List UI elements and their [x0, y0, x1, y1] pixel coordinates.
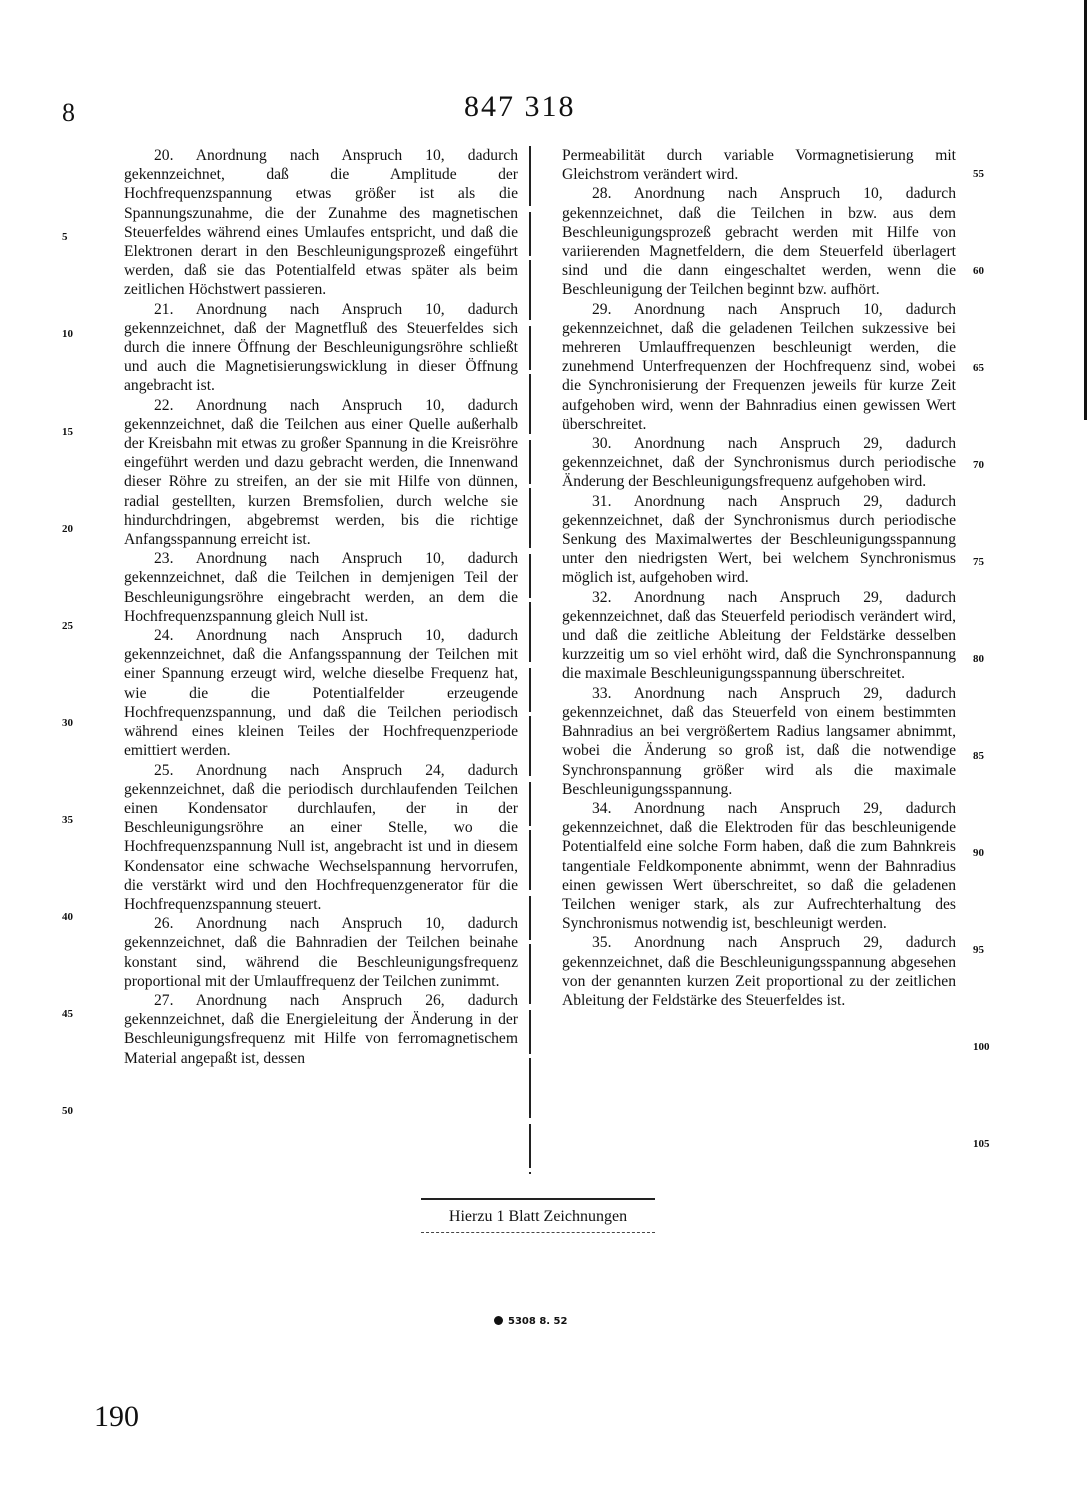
patent-number: 847 318 — [464, 90, 576, 123]
claim-27: 27. Anordnung nach Anspruch 26, dadurch gekennzeichnet, daß die Energieleitung der Änderung in der Beschleunigungsfrequenz mit Hilfe von ferromagnetischem Material angepaßt ist, dessen — [124, 991, 518, 1067]
claim-29: 29. Anordnung nach Anspruch 10, dadurch gekennzeichnet, daß die geladenen Teilchen sukzessive bei mehreren Umlauffrequenzen beschleunigt werden, die zunehmend Unterfrequenzen der Hochfrequenz sind, wobei die Synchronisierung der Frequenzen jeweils für kurze Zeit aufgehoben wird, wenn der Bahnradius einen gewissen Wert überschreitet. — [562, 300, 956, 433]
line-number: 25 — [62, 620, 73, 632]
scan-edge-line — [1084, 0, 1087, 420]
line-number: 20 — [62, 523, 73, 535]
line-number: 45 — [62, 1008, 73, 1020]
line-number: 55 — [973, 168, 984, 180]
claim-24: 24. Anordnung nach Anspruch 10, dadurch gekennzeichnet, daß die Anfangsspannung der Teilchen mit einer Spannung erzeugt wird, welche dieselbe Frequenz hat, wie die die Potentialfelder erzeugende Hochfrequenzspannung, und daß die Teilchen periodisch während eines kleinen Teiles der Hochfrequenzperiode emittiert werden. — [124, 627, 518, 760]
claim-34: 34. Anordnung nach Anspruch 29, dadurch gekennzeichnet, daß die Elektroden für das beschleunigende Potentialfeld eine solche Form haben, daß die zum Bahnkreis tangentiale Feldkomponente abnimmt, wenn der Bahnradius einen gewissen Wert überschreitet, so daß die geladenen Teilchen weniger stark, als zur Aufrechterhaltung des Synchronismus notwendig ist, beschleunigt werden. — [562, 799, 956, 933]
claim-23: 23. Anordnung nach Anspruch 10, dadurch gekennzeichnet, daß die Teilchen in demjenigen Teil der Beschleunigungsröhre eingebracht werden, an dem die Hochfrequenzspannung gleich Null ist. — [124, 550, 518, 625]
line-number: 35 — [62, 814, 73, 826]
claim-25: 25. Anordnung nach Anspruch 24, dadurch gekennzeichnet, daß die periodisch durchlaufenden Teilchen einen Kondensator durchlaufen, der in der Beschleunigungsröhre an einer Stelle, wo die Hochfrequenzspannung Null ist, angebracht ist und in diesem Kondensator eine schwache Wechselspannung hervorrufen, die verstärkt wird und den Hochfrequenzgenerator für die Hochfrequenzspannung steuert. — [124, 761, 518, 913]
line-number: 50 — [62, 1105, 73, 1117]
claim-32: 32. Anordnung nach Anspruch 29, dadurch gekennzeichnet, daß das Steuerfeld periodisch verändert wird, und daß die zeitliche Ableitung der Feldstärke desselben kurzzeitig um so viel erhöht wird, daß die Synchronspannung die maximale Beschleunigungsspannung überschreitet. — [562, 588, 956, 683]
claim-26: 26. Anordnung nach Anspruch 10, dadurch gekennzeichnet, daß die Bahnradien der Teilchen beinahe konstant sind, während die Beschleunigungsfrequenz proportional mit der Umlauffrequenz der Teilchen zunimmt. — [124, 915, 518, 990]
line-number: 85 — [973, 750, 984, 762]
drawings-note — [421, 1198, 655, 1233]
line-number: 10 — [62, 328, 73, 340]
claim-31: 31. Anordnung nach Anspruch 29, dadurch gekennzeichnet, daß der Synchronismus durch periodische Senkung des Maximalwertes der Beschleunigungsspannung unter den niedrigsten Wert, bei welchem Synchronismus möglich ist, aufgehoben wird. — [562, 492, 956, 587]
claim-28: 28. Anordnung nach Anspruch 10, dadurch gekennzeichnet, daß die Teilchen in bzw. aus dem Beschleunigungsprozeß gebracht werden mit Hilfe von variierenden Magnetfeldern, die dem Steuerfeld überlagert sind und die dann eingeschaltet werden, wenn die Beschleunigung der Teilchen beginnt bzw. aufhört. — [562, 185, 956, 299]
line-number: 90 — [973, 847, 984, 859]
sheet-number: 190 — [94, 1400, 139, 1433]
line-number: 95 — [973, 944, 984, 956]
printer-mark-icon — [494, 1316, 503, 1325]
line-number: 100 — [973, 1041, 990, 1053]
line-number: 65 — [973, 362, 984, 374]
claim-27-continuation: Permeabilität durch variable Vormagnetisierung mit Gleichstrom verändert wird. — [562, 147, 956, 184]
print-code — [494, 1316, 567, 1327]
line-number: 30 — [62, 717, 73, 729]
line-number: 105 — [973, 1138, 990, 1150]
line-number: 40 — [62, 911, 73, 923]
column-divider — [529, 146, 531, 1174]
line-number: 15 — [62, 426, 73, 438]
claim-20: 20. Anordnung nach Anspruch 10, dadurch gekennzeichnet, daß die Amplitude der Hochfrequenzspannung etwas größer ist als die Spannungszunahme, die der Zunahme des magnetischen Steuerfeldes während eines Umlaufes entspricht, und daß die Elektronen derart in den Beschleunigungsprozeß eingeführt werden, daß sie das Potentialfeld etwas später als beim zeitlichen Höchstwert passieren. — [124, 147, 518, 299]
print-code-text: 5308 8. 52 — [508, 1316, 568, 1327]
page-number: 8 — [62, 98, 75, 127]
right-column — [562, 146, 956, 1010]
drawings-note-text: Hierzu 1 Blatt Zeichnungen — [448, 1208, 628, 1225]
left-column — [124, 146, 518, 1068]
claim-33: 33. Anordnung nach Anspruch 29, dadurch gekennzeichnet, daß das Steuerfeld von einem bestimmten Bahnradius an bei vergrößertem Radius langsamer abnimmt, wobei die Änderung so groß ist, daß die notwendige Synchronspannung größer wird als die maximale Beschleunigungsspannung. — [562, 684, 956, 798]
claim-30: 30. Anordnung nach Anspruch 29, dadurch gekennzeichnet, daß der Synchronismus durch periodische Änderung der Beschleunigungsfrequenz aufgehoben wird. — [562, 435, 956, 491]
line-number: 75 — [973, 556, 984, 568]
claim-22: 22. Anordnung nach Anspruch 10, dadurch gekennzeichnet, daß die Teilchen aus einer Quelle außerhalb der Kreisbahn mit etwas zu großer Spannung in die Kreisröhre eingeführt werden und dazu gebracht werden, die Innenwand dieser Röhre zu streifen, an der sie mit Hilfe von dünnen, radial gestellten, kurzen Bremsfolien, durch welche sie hindurchdringen, abgebremst werden, bis die richtige Anfangsspannung erreicht ist. — [124, 396, 518, 549]
line-number: 5 — [62, 231, 68, 243]
claim-21: 21. Anordnung nach Anspruch 10, dadurch gekennzeichnet, daß der Magnetfluß des Steuerfeldes sich durch die innere Öffnung der Beschleunigungsröhre schließt und auch die Magnetisierungswicklung in dieser Öffnung angebracht ist. — [124, 300, 518, 395]
line-number: 80 — [973, 653, 984, 665]
line-number: 70 — [973, 459, 984, 471]
claim-35: 35. Anordnung nach Anspruch 29, dadurch gekennzeichnet, daß die Beschleunigungsspannung abgesehen von der genannten kurzen Zeit proportional zu der zeitlichen Ableitung der Feldstärke des Steuerfeldes ist. — [562, 934, 956, 1009]
line-number: 60 — [973, 265, 984, 277]
